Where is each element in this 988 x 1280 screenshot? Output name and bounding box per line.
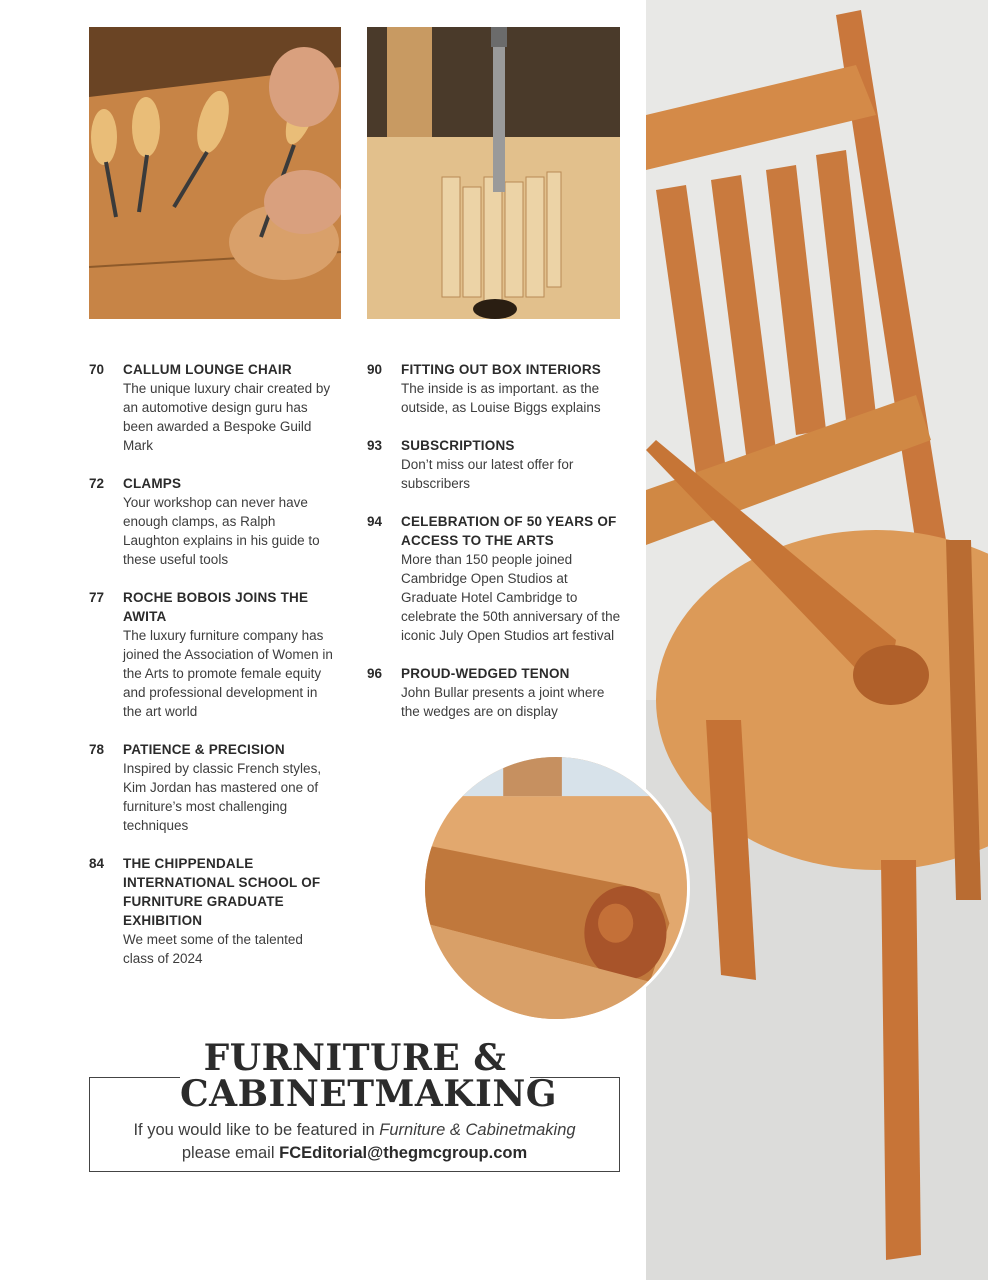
page-number: 93 [367, 438, 383, 453]
article-title: CELEBRATION OF 50 YEARS OF ACCESS TO THE ARTS [401, 514, 617, 548]
email-prompt: please email [181, 1144, 280, 1162]
article-title: SUBSCRIPTIONS [401, 438, 515, 453]
page-number: 72 [89, 476, 105, 491]
feature-invitation [89, 1119, 620, 1165]
magazine-title [180, 1037, 558, 1115]
invitation-text: If you would like to be featured in [133, 1121, 380, 1139]
magazine-name: Furniture & Cabinetmaking [379, 1121, 576, 1139]
magazine-title-line1: FURNITURE & [203, 1037, 507, 1079]
carving-tools-photo [89, 27, 341, 319]
article-description: More than 150 people joined Cambridge Open Studios at Graduate Hotel Cambridge to celebrate the 50th anniversary of the iconic July Open Studios art festival [401, 552, 621, 643]
wooden-chair-photo [646, 0, 988, 1280]
contents-entry[interactable] [89, 588, 334, 721]
article-title: PROUD-WEDGED TENON [401, 666, 570, 681]
article-description: The inside is as important. as the outside, as Louise Biggs explains [401, 381, 601, 415]
armrest-closeup-photo [422, 754, 690, 1022]
contents-entry[interactable] [367, 436, 622, 493]
contents-entry[interactable] [89, 474, 334, 569]
contents-entry[interactable] [367, 664, 622, 721]
contents-left-column [89, 360, 334, 987]
article-title: PATIENCE & PRECISION [123, 742, 285, 757]
article-description: Inspired by classic French styles, Kim Jordan has mastered one of furniture’s most challenging techniques [123, 761, 322, 833]
page-number: 96 [367, 666, 383, 681]
article-description: Your workshop can never have enough clamps, as Ralph Laughton explains in his guide to these useful tools [123, 495, 320, 567]
article-description: The luxury furniture company has joined the Association of Women in the Arts to promote female equity and professional development in the art world [123, 628, 333, 719]
contents-entry[interactable] [89, 360, 334, 455]
page-number: 84 [89, 856, 105, 871]
page-number: 90 [367, 362, 383, 377]
article-description: John Bullar presents a joint where the wedges are on display [401, 685, 605, 719]
contents-entry[interactable] [89, 740, 334, 835]
article-title: ROCHE BOBOIS JOINS THE AWITA [123, 590, 309, 624]
magazine-title-line2: CABINETMAKING [180, 1073, 558, 1115]
article-title: THE CHIPPENDALE INTERNATIONAL SCHOOL OF FURNITURE GRADUATE EXHIBITION [123, 856, 321, 928]
article-description: We meet some of the talented class of 2024 [123, 932, 303, 966]
contents-entry[interactable] [367, 360, 622, 417]
article-description: The unique luxury chair created by an automotive design guru has been awarded a Bespoke Guild Mark [123, 381, 331, 453]
page-number: 94 [367, 514, 383, 529]
article-title: CLAMPS [123, 476, 182, 491]
contents-entry[interactable] [367, 512, 622, 645]
page-number: 78 [89, 742, 105, 757]
page-number: 70 [89, 362, 105, 377]
article-description: Don’t miss our latest offer for subscribers [401, 457, 574, 491]
page-number: 77 [89, 590, 105, 605]
article-title: CALLUM LOUNGE CHAIR [123, 362, 292, 377]
contents-right-column [367, 360, 622, 740]
article-title: FITTING OUT BOX INTERIORS [401, 362, 601, 377]
chisel-photo [367, 27, 620, 319]
contents-entry[interactable] [89, 854, 334, 968]
email-link[interactable]: FCEditorial@thegmcgroup.com [279, 1144, 528, 1162]
